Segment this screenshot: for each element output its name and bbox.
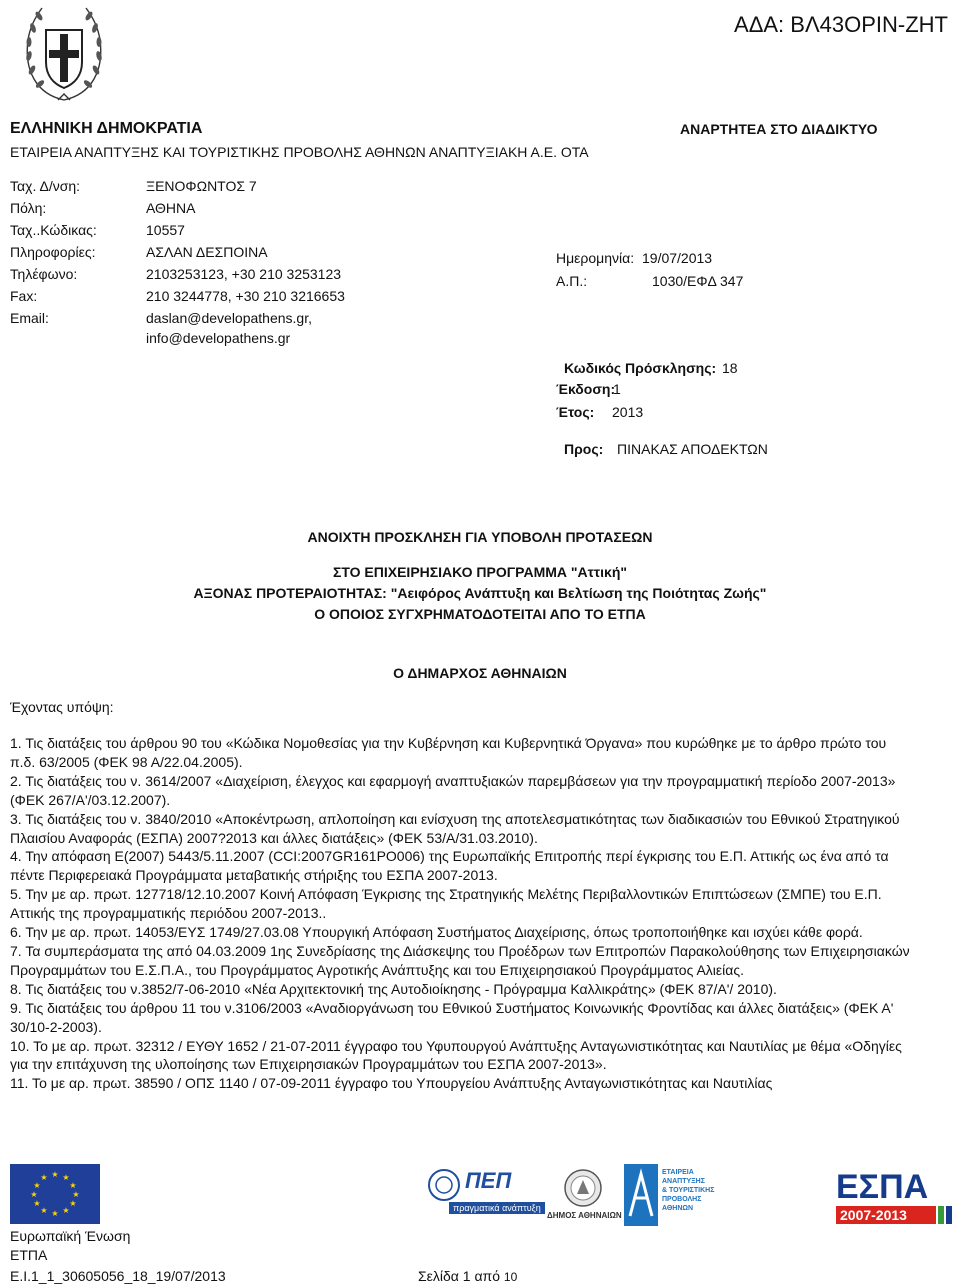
pep-logo xyxy=(427,1168,541,1224)
espa-green-bar-icon xyxy=(938,1206,944,1224)
contact-value: ΞΕΝΟΦΩΝΤΟΣ 7 xyxy=(146,178,257,194)
protocol-value: 1030/ΕΦΔ 347 xyxy=(652,273,744,289)
email-link[interactable]: daslan@developathens.gr, xyxy=(146,310,312,326)
year-value: 2013 xyxy=(612,404,644,420)
page-number: Σελίδα 1 από 10 xyxy=(418,1268,518,1284)
development-agency-logo xyxy=(624,1164,716,1226)
list-item: 11. Το με αρ. πρωτ. 38590 / ΟΠΣ 1140 / 07-09-2011 έγγραφο του Υπουργείου Ανάπτυξης Ανταγωνιστικότητας και Ναυτιλίας xyxy=(10,1075,773,1092)
pep-subtitle: πραγματικά ανάπτυξη xyxy=(449,1202,545,1214)
espa-blue-bar-icon xyxy=(946,1206,952,1224)
mayor-heading: Ο ΔΗΜΑΡΧΟΣ ΑΘΗΝΑΙΩΝ xyxy=(393,665,567,681)
svg-text:★: ★ xyxy=(30,1190,38,1199)
document-title-line-1: ΑΝΟΙΧΤΗ ΠΡΟΣΚΛΗΣΗ ΓΙΑ ΥΠΟΒΟΛΗ ΠΡΟΤΑΣΕΩΝ xyxy=(307,529,653,545)
greek-state-emblem-icon xyxy=(18,0,110,110)
org-line-1: ΕΛΛΗΝΙΚΗ ΔΗΜΟΚΡΑΤΙΑ xyxy=(10,120,203,137)
call-code-value: 18 xyxy=(722,360,738,376)
contact-label: Τηλέφωνο: xyxy=(10,266,78,282)
pep-seal-icon xyxy=(427,1168,461,1202)
document-title-line-3: ΑΞΟΝΑΣ ΠΡΟΤΕΡΑΙΟΤΗΤΑΣ: "Αειφόρος Ανάπτυξη και Βελτίωση της Ποιότητας Ζωής" xyxy=(193,585,767,601)
call-code-label: Κωδικός Πρόσκλησης: xyxy=(564,360,717,376)
protocol-label: Α.Π.: xyxy=(556,273,588,289)
recipient-value: ΠΙΝΑΚΑΣ ΑΠΟΔΕΚΤΩΝ xyxy=(617,441,768,457)
year-label: Έτος: xyxy=(556,404,595,420)
date-value: 19/07/2013 xyxy=(642,250,713,266)
municipality-name: ΔΗΜΟΣ ΑΘΗΝΑΙΩΝ xyxy=(547,1211,622,1220)
list-item: 4. Την απόφαση Ε(2007) 5443/5.11.2007 (CCI:2007GR161PO006) της Ευρωπαϊκής Επιτροπής περί έγκρισης του Ε.Π. Αττικής ως ένα από τα πέντε Περιφερειακά Προγράμματα μεταβατικής στήριξης του ΕΣΠΑ 2007-2013. xyxy=(10,848,889,884)
considerations-list xyxy=(10,734,910,1093)
document-title-line-2: ΣΤΟ ΕΠΙΧΕΙΡΗΣΙΑΚΟ ΠΡΟΓΡΑΜΜΑ "Αττική" xyxy=(332,564,628,580)
publish-notice: ΑΝΑΡΤΗΤΕΑ ΣΤΟ ΔΙΑΔΙΚΤΥΟ xyxy=(680,121,878,137)
list-item: 2. Τις διατάξεις του ν. 3614/2007 «Διαχείριση, έλεγχος και εφαρμογή αναπτυξιακών παρεμβάσεων για την προγραμματική περίοδο 2007-2013» (ΦΕΚ 267/Α'/03.12.2007). xyxy=(10,772,896,808)
contact-value: 10557 xyxy=(146,222,185,238)
municipality-seal-icon xyxy=(563,1168,603,1208)
contact-label: Πόλη: xyxy=(10,200,47,216)
svg-text:★: ★ xyxy=(33,1199,41,1208)
email-link[interactable]: info@developathens.gr xyxy=(146,330,291,346)
list-item: 10. Το με αρ. πρωτ. 32312 / ΕΥΘΥ 1652 / 21-07-2011 έγγραφο του Υφυπουργού Ανάπτυξης Ανταγωνιστικότητας και Ναυτιλίας με θέμα «Οδηγίες για την επιτάχυνση της υλοποίησης των Επιχειρησιακών Προγραμμάτων του ΕΣΠΑ 2007-2013». xyxy=(10,1037,902,1073)
list-item: 6. Την με αρ. πρωτ. 14053/ΕΥΣ 1749/27.03.08 Υπουργική Απόφαση Συστήματος Διαχείρισης, όπως τροποποιήθηκε και ισχύει κάθε φορά. xyxy=(10,924,863,941)
contact-value: ΑΘΗΝΑ xyxy=(146,200,196,216)
contact-label: Email: xyxy=(10,310,49,326)
contact-label: Ταχ. Δ/νση: xyxy=(10,178,81,194)
svg-text:★: ★ xyxy=(62,1206,70,1215)
eu-label: Ευρωπαϊκή Ένωση xyxy=(10,1228,131,1244)
contact-label: Πληροφορίες: xyxy=(10,244,96,260)
svg-text:★: ★ xyxy=(40,1173,48,1182)
list-item: 8. Τις διατάξεις του ν.3852/7-06-2010 «Νέα Αρχιτεκτονική της Αυτοδιοίκησης - Πρόγραμμα Καλλικράτης» (ΦΕΚ 87/Α'/ 2010). xyxy=(10,980,777,997)
agency-letter-icon xyxy=(626,1168,656,1222)
contact-value: ΑΣΛΑΝ ΔΕΣΠΟΙΝΑ xyxy=(146,244,268,260)
eu-flag-icon xyxy=(10,1164,100,1224)
svg-text:★: ★ xyxy=(40,1206,48,1215)
svg-text:★: ★ xyxy=(33,1181,41,1190)
recipient-label: Προς: xyxy=(564,441,604,457)
svg-text:★: ★ xyxy=(72,1190,80,1199)
edition-value: 1 xyxy=(613,381,621,397)
espa-logo xyxy=(836,1170,952,1228)
document-title-line-4: Ο ΟΠΟΙΟΣ ΣΥΓΧΡΗΜΑΤΟΔΟΤΕΙΤΑΙ ΑΠΟ ΤΟ ΕΤΠΑ xyxy=(314,606,646,622)
list-item: 1. Τις διατάξεις του άρθρου 90 του «Κώδικα Νομοθεσίας για την Κυβέρνηση και Κυβερνητικά Όργανα» που κυρώθηκε με το άρθρο πρώτο του π.δ. 63/2005 (ΦΕΚ 98 Α/22.04.2005). xyxy=(10,735,887,770)
list-item: 7. Τα συμπεράσματα της από 04.03.2009 1ης Συνεδρίασης της Διάσκεψης του Προέδρων των Επιτροπών Παρακολούθησης των Επιχειρησιακών Προγραμμάτων του Ε.Σ.Π.Α., του Προγράμματος Αγροτικής Ανάπτυξης και του Επιχειρησιακού Προγράμματος Αλιείας. xyxy=(10,942,910,978)
pep-title: ΠΕΠ xyxy=(465,1168,512,1193)
document-id: E.I.1_1_30605056_18_19/07/2013 xyxy=(10,1268,226,1284)
list-item: 3. Τις διατάξεις του ν. 3840/2010 «Αποκέντρωση, απλοποίηση και ενίσχυση της αποτελεσματικότητας των διαδικασιών του Εθνικού Στρατηγικού Πλαισίου Αναφοράς (ΕΣΠΑ) 2007?2013 και άλλες διατάξεις» (ΦΕΚ 53/Α/31.03.2010). xyxy=(10,810,900,846)
edition-label: Έκδοση: xyxy=(556,381,616,397)
org-line-2: ΕΤΑΙΡΕΙΑ ΑΝΑΠΤΥΞΗΣ ΚΑΙ ΤΟΥΡΙΣΤΙΚΗΣ ΠΡΟΒΟΛΗΣ ΑΘΗΝΩΝ ΑΝΑΠΤΥΞΙΑΚΗ Α.Ε. ΟΤΑ xyxy=(10,144,589,160)
list-item: 5. Την με αρ. πρωτ. 127718/12.10.2007 Κοινή Απόφαση Έγκρισης της Στρατηγικής Μελέτης Περιβαλλοντικών Επιπτώσεων (ΣΜΠΕ) του Ε.Π. Αττικής της προγραμματικής περιόδου 2007-2013.. xyxy=(10,886,882,922)
svg-text:★: ★ xyxy=(62,1173,70,1182)
espa-title: ΕΣΠΑ xyxy=(836,1168,929,1206)
contact-label: Ταχ..Κώδικας: xyxy=(10,222,97,238)
svg-text:★: ★ xyxy=(51,1170,59,1179)
contact-label: Fax: xyxy=(10,288,38,304)
contact-value: 210 3244778, +30 210 3216653 xyxy=(146,288,345,304)
contact-value: 2103253123, +30 210 3253123 xyxy=(146,266,342,282)
fund-label: ΕΤΠΑ xyxy=(10,1247,48,1263)
list-item: 9. Τις διατάξεις του άρθρου 11 του ν.3106/2003 «Αναδιοργάνωση του Εθνικού Συστήματος Κοινωνικής Φροντίδας και άλλες διατάξεις» (ΦΕΚ Α' 30/10-2-2003). xyxy=(10,999,894,1035)
municipality-logo xyxy=(547,1168,622,1226)
considering-label: Έχοντας υπόψη: xyxy=(10,699,114,715)
ada-identifier: ΑΔΑ: ΒΛ43ΟΡΙΝ-ΖΗΤ xyxy=(734,12,948,37)
svg-text:★: ★ xyxy=(69,1181,77,1190)
agency-name: ΕΤΑΙΡΕΙΑ ΑΝΑΠΤΥΞΗΣ & ΤΟΥΡΙΣΤΙΚΗΣ ΠΡΟΒΟΛΗΣ ΑΘΗΝΩΝ xyxy=(662,1169,715,1212)
svg-text:★: ★ xyxy=(51,1209,59,1218)
date-label: Ημερομηνία: xyxy=(556,250,635,266)
svg-text:★: ★ xyxy=(69,1199,77,1208)
espa-years: 2007-2013 xyxy=(840,1207,907,1223)
